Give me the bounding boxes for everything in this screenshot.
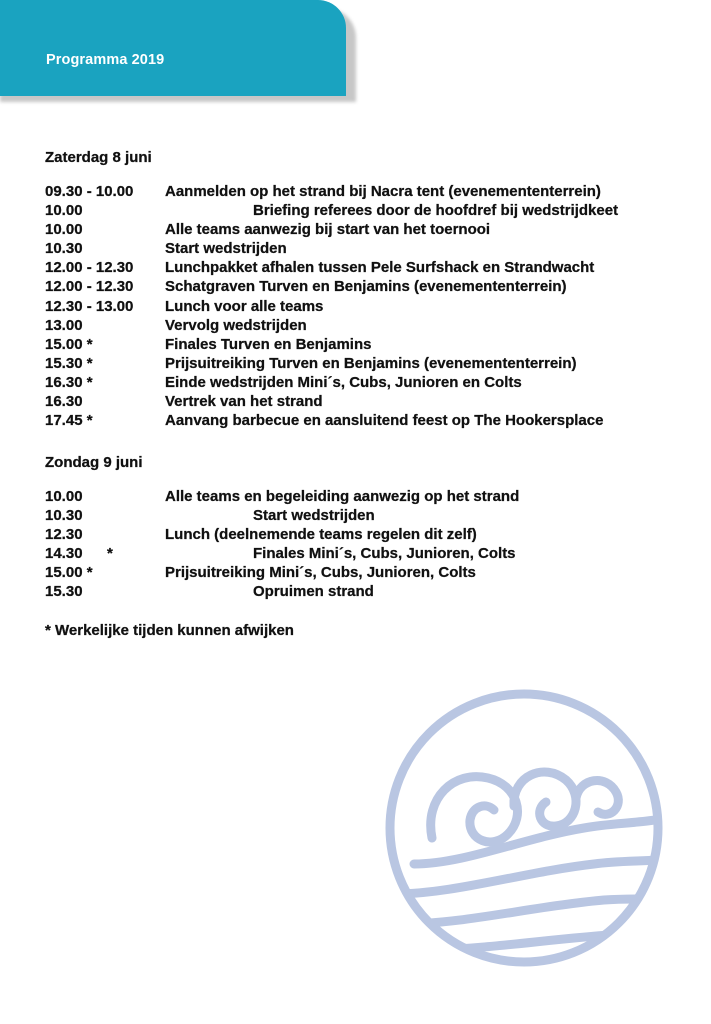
schedule-row xyxy=(45,374,685,393)
schedule-activity: Einde wedstrijden Mini´s, Cubs, Junioren en Colts xyxy=(165,373,522,391)
schedule-time: 10.30 xyxy=(45,507,83,525)
schedule-row xyxy=(45,336,685,355)
schedule-row xyxy=(45,507,685,526)
schedule-row xyxy=(45,583,685,602)
schedule-row xyxy=(45,526,685,545)
schedule-time: 15.30 * xyxy=(45,354,93,372)
day-heading-sunday: Zondag 9 juni xyxy=(45,454,143,471)
schedule-activity: Vertrek van het strand xyxy=(165,393,323,411)
schedule-activity: Lunch (deelnemende teams regelen dit zelf) xyxy=(165,526,477,544)
schedule-row xyxy=(45,202,685,221)
schedule-activity: Alle teams en begeleiding aanwezig op het strand xyxy=(165,488,520,505)
wave-circle-icon xyxy=(384,688,664,968)
schedule-time: 15.00 * xyxy=(45,335,93,353)
schedule-activity: Start wedstrijden xyxy=(165,240,287,258)
schedule-row xyxy=(45,298,685,317)
schedule-time: 12.00 - 12.30 xyxy=(45,278,134,296)
day-heading-saturday: Zaterdag 8 juni xyxy=(45,149,152,166)
schedule-activity: Briefing referees door de hoofdref bij wedstrijdkeet xyxy=(253,202,619,220)
schedule-activity: Opruimen strand xyxy=(253,583,374,601)
schedule-time: 13.00 xyxy=(45,316,83,334)
schedule-row xyxy=(45,545,685,564)
schedule-row xyxy=(45,564,685,583)
schedule-activity: Prijsuitreiking Turven en Benjamins (evenemententerrein) xyxy=(165,354,577,372)
schedule-activity: Lunchpakket afhalen tussen Pele Surfshack en Strandwacht xyxy=(165,259,595,277)
schedule-activity: Lunch voor alle teams xyxy=(165,297,324,315)
schedule-activity: Prijsuitreiking Mini´s, Cubs, Junioren, Colts xyxy=(165,564,476,582)
schedule-time: 15.00 * xyxy=(45,564,93,582)
schedule-row xyxy=(45,183,685,202)
schedule-activity: Finales Mini´s, Cubs, Junioren, Colts xyxy=(253,545,516,563)
schedule-row xyxy=(45,240,685,259)
schedule-time: 10.30 xyxy=(45,240,83,258)
schedule-row xyxy=(45,221,685,240)
schedule-time-note: * xyxy=(107,545,113,563)
schedule-row xyxy=(45,259,685,278)
schedule-activity: Aanvang barbecue en aansluitend feest op The Hookersplace xyxy=(165,412,604,430)
schedule-row xyxy=(45,412,685,431)
schedule-time: 12.30 xyxy=(45,526,83,544)
schedule-activity: Start wedstrijden xyxy=(253,507,375,525)
schedule-time: 16.30 * xyxy=(45,373,93,391)
page-title: Programma 2019 xyxy=(46,52,165,68)
schedule-activity: Vervolg wedstrijden xyxy=(165,316,307,334)
schedule-sunday xyxy=(45,488,685,603)
schedule-row xyxy=(45,393,685,412)
schedule-row xyxy=(45,488,685,507)
schedule-time: 16.30 xyxy=(45,393,83,411)
schedule-row xyxy=(45,355,685,374)
schedule-time: 12.00 - 12.30 xyxy=(45,259,134,277)
schedule-time: 17.45 * xyxy=(45,412,93,430)
schedule-time: 14.30 xyxy=(45,545,83,563)
schedule-activity: Finales Turven en Benjamins xyxy=(165,335,372,353)
schedule-row xyxy=(45,317,685,336)
schedule-activity: Aanmelden op het strand bij Nacra tent (evenemententerrein) xyxy=(165,183,601,200)
schedule-activity: Schatgraven Turven en Benjamins (evenemententerrein) xyxy=(165,278,567,296)
footnote: * Werkelijke tijden kunnen afwijken xyxy=(45,622,294,639)
schedule-time: 15.30 xyxy=(45,583,83,601)
schedule-row xyxy=(45,278,685,297)
schedule-time: 10.00 xyxy=(45,221,83,239)
header-tab xyxy=(0,0,346,96)
schedule-time: 10.00 xyxy=(45,488,83,505)
schedule-saturday xyxy=(45,183,685,431)
schedule-time: 10.00 xyxy=(45,202,83,220)
schedule-activity: Alle teams aanwezig bij start van het toernooi xyxy=(165,221,491,239)
schedule-time: 09.30 - 10.00 xyxy=(45,183,134,200)
schedule-time: 12.30 - 13.00 xyxy=(45,297,134,315)
